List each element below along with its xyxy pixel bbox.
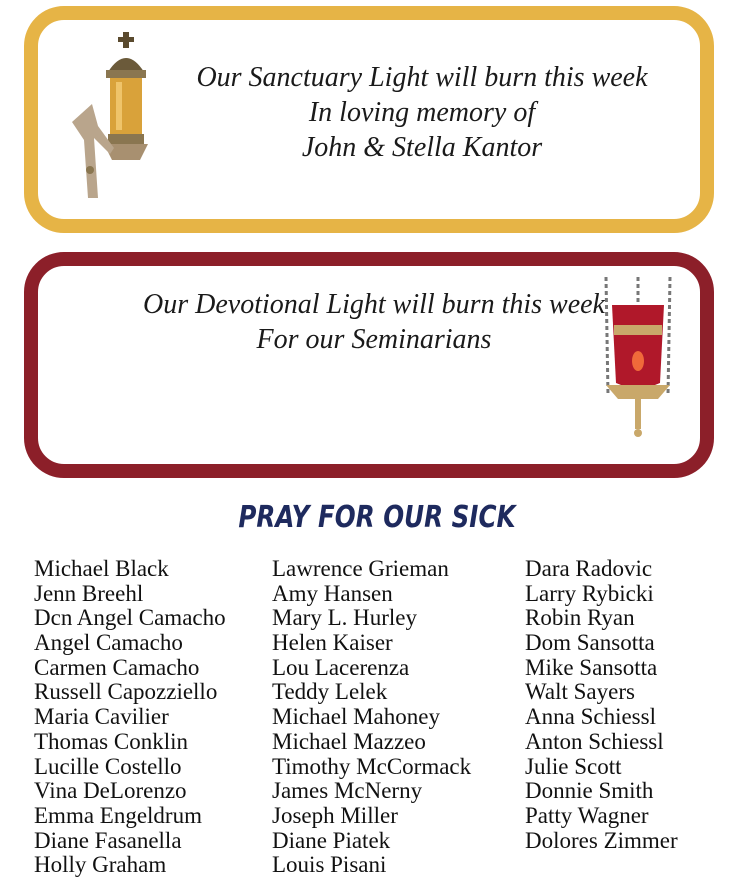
sanctuary-lamp-icon [64,30,160,210]
sanctuary-message [152,60,692,165]
sick-name: Michael Mahoney [272,704,440,730]
sick-name: Angel Camacho [34,630,183,656]
devotional-line-2: For our Seminarians [256,324,492,355]
sick-name: Carmen Camacho [34,654,200,680]
sick-name: Louis Pisani [272,852,387,878]
sick-name: Donnie Smith [525,778,654,804]
sick-name: Diane Piatek [272,827,391,853]
sick-name: Anna Schiessl [525,704,656,730]
sanctuary-line-3: John & Stella Kantor [301,132,543,163]
sick-name: Lawrence Grieman [272,556,449,581]
sick-name: Thomas Conklin [34,728,188,754]
sick-name: Anton Schiessl [525,728,664,754]
sick-list-column-1 [34,557,226,878]
sick-name: Amy Hansen [272,580,393,606]
sick-name: Helen Kaiser [272,630,393,656]
sick-name: Julie Scott [525,753,622,779]
devotional-lamp-icon [596,275,680,445]
sick-name: Dolores Zimmer [525,827,678,853]
sick-name: Michael Black [34,556,169,581]
sick-name: Larry Rybicki [525,580,654,606]
sick-name: James McNerny [272,778,423,804]
sanctuary-line-1: Our Sanctuary Light will burn this week [196,62,648,93]
pray-for-sick-heading: PRAY FOR OUR SICK [238,500,516,535]
sick-name: Timothy McCormack [272,753,472,779]
sick-list-column-3 [525,557,678,853]
sick-name: Joseph Miller [272,802,398,828]
sick-name: Robin Ryan [525,605,635,631]
sick-name: Teddy Lelek [272,679,388,705]
sanctuary-line-2: In loving memory of [308,97,536,128]
sick-name: Michael Mazzeo [272,728,426,754]
sick-name: Maria Cavilier [34,704,169,730]
sick-name: Lucille Costello [34,753,182,779]
devotional-line-1: Our Devotional Light will burn this week [143,289,605,320]
sick-name: Russell Capozziello [34,679,218,705]
sick-name: Patty Wagner [525,802,649,828]
sick-name: Walt Sayers [525,679,635,705]
sick-name: Jenn Breehl [34,580,144,606]
sick-name: Dcn Angel Camacho [34,605,226,631]
sick-name: Vina DeLorenzo [34,778,187,804]
sick-name: Emma Engeldrum [34,802,202,828]
sick-name: Diane Fasanella [34,827,182,853]
sick-name: Mike Sansotta [525,654,658,680]
sick-name: Holly Graham [34,852,167,878]
sick-list-column-2 [272,557,471,878]
devotional-message [94,287,654,357]
sick-name: Lou Lacerenza [272,654,410,680]
sick-name: Dara Radovic [525,556,653,581]
sick-name: Dom Sansotta [525,630,655,656]
sick-name: Mary L. Hurley [272,605,417,631]
